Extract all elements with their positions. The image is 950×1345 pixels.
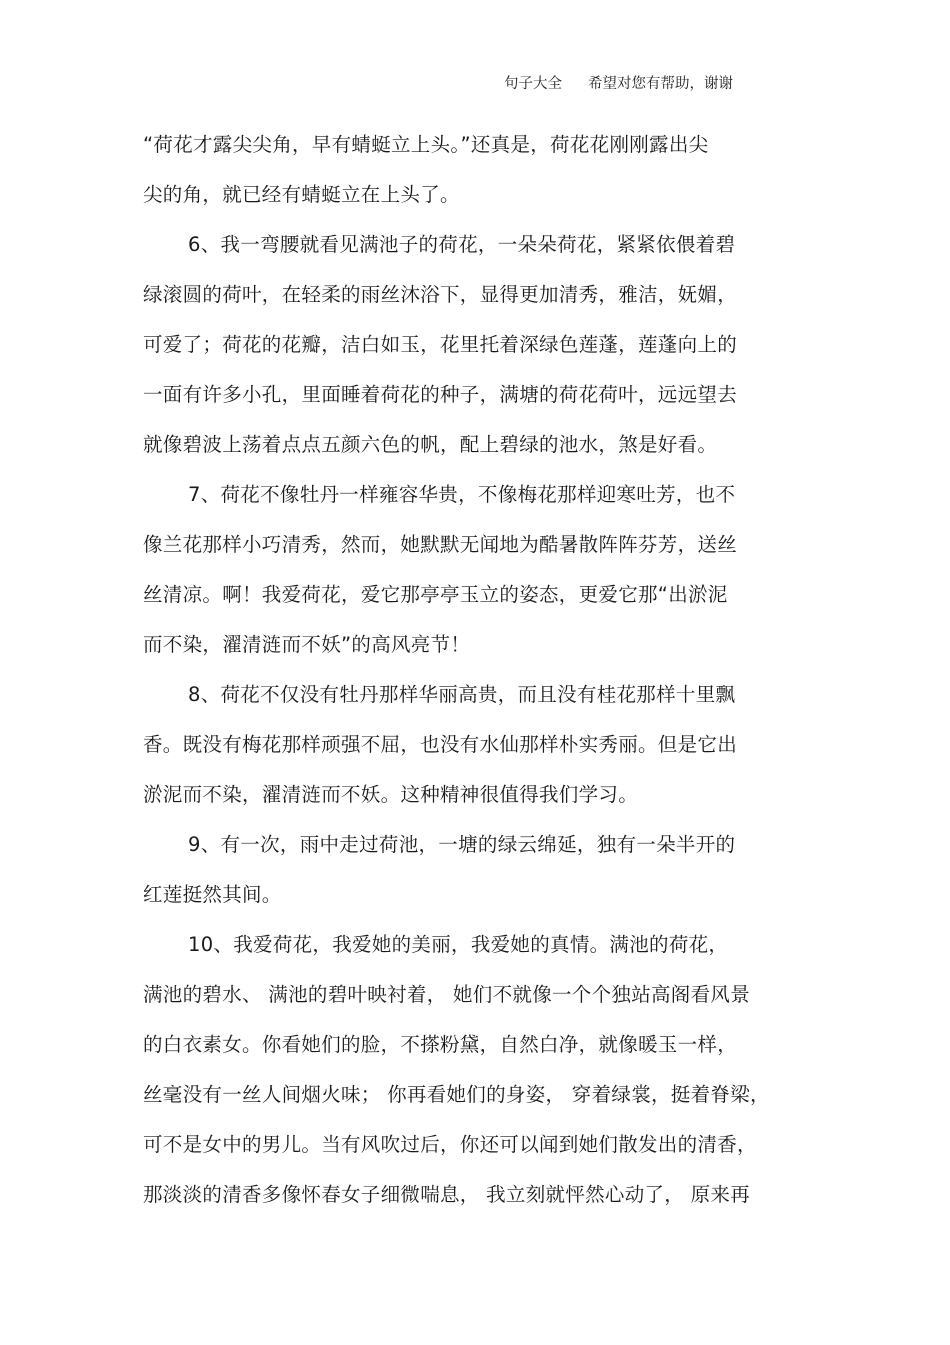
text-line: 一面有许多小孔，里面睡着荷花的种子，满塘的荷花荷叶，远远望去 [143,383,738,406]
text-line: 可不是女中的男儿。当有风吹过后，你还可以闻到她们散发出的清香， [143,1133,757,1156]
paragraph-9-start: 9、有一次，雨中走过荷池，一塘的绿云绵延，独有一朵半开的 [188,833,736,856]
text-line: 红莲挺然其间。 [143,883,282,906]
paragraph-8-start: 8、荷花不仅没有牡丹那样华丽高贵，而且没有桂花那样十里飘 [188,683,736,706]
text-line: 可爱了；荷花的花瓣，洁白如玉，花里托着深绿色莲蓬，莲蓬向上的 [143,333,738,356]
text-line: 尖的角，就已经有蜻蜓立在上头了。 [143,183,460,206]
text-line: 满池的碧水、 满池的碧叶映衬着， 她们不就像一个个独站高阁看风景 [143,983,750,1006]
article-body [143,120,813,1220]
text-line: “荷花才露尖尖角，早有蜻蜓立上头。”还真是，荷花花刚刚露出尖 [143,133,709,156]
paragraph-6-start: 6、我一弯腰就看见满池子的荷花，一朵朵荷花，紧紧依偎着碧 [188,233,736,256]
text-line: 丝毫没有一丝人间烟火味； 你再看她们的身姿， 穿着绿裳，挺着脊梁， [143,1083,770,1106]
text-line: 像兰花那样小巧清秀，然而，她默默无闻地为酷暑散阵阵芬芳，送丝 [143,533,738,556]
paragraph-7-start: 7、荷花不像牡丹一样雍容华贵，不像梅花那样迎寒吐芳，也不 [188,483,736,506]
paragraph-10-start: 10、我爱荷花，我爱她的美丽，我爱她的真情。满池的荷花， [188,933,729,956]
text-line: 的白衣素女。你看她们的脸，不搽粉黛，自然白净，就像暖玉一样， [143,1033,738,1056]
text-line: 而不染，濯清涟而不妖”的高风亮节！ [143,633,471,656]
text-line: 香。既没有梅花那样顽强不屈，也没有水仙那样朴实秀丽。但是它出 [143,733,738,756]
text-line: 丝清凉。啊！我爱荷花，爱它那亭亭玉立的姿态，更爱它那“出淤泥 [143,583,728,606]
text-line: 就像碧波上荡着点点五颜六色的帆，配上碧绿的池水，煞是好看。 [143,433,718,456]
text-line: 那淡淡的清香多像怀春女子细微喘息， 我立刻就怦然心动了， 原来再 [143,1183,750,1206]
header-wish: 希望对您有帮助，谢谢 [588,76,733,92]
text-line: 淤泥而不染，濯清涟而不妖。这种精神很值得我们学习。 [143,783,639,806]
text-line: 绿滚圆的荷叶，在轻柔的雨丝沐浴下，显得更加清秀，雅洁，妩媚， [143,283,738,306]
header-source: 句子大全 [504,76,562,92]
page-header [504,74,733,94]
